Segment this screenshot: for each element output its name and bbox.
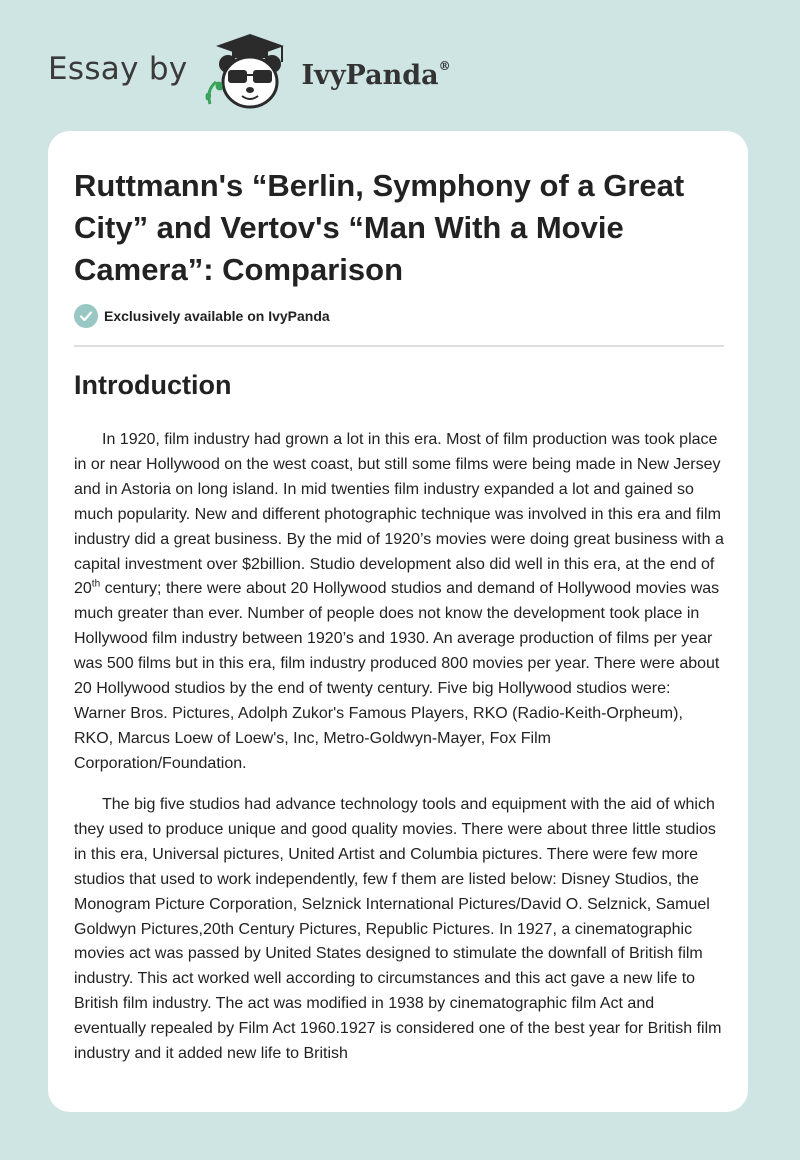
essay-title: Ruttmann's “Berlin, Symphony of a Great City” and Vertov's “Man With a Movie Camera”: Comparison <box>74 168 685 287</box>
ordinal-suffix: th <box>91 579 101 591</box>
section-heading: Introduction <box>74 370 232 400</box>
panda-logo-icon[interactable] <box>202 32 298 112</box>
brand-header <box>48 32 451 112</box>
exclusive-label: Exclusively available on IvyPanda <box>104 308 330 324</box>
exclusive-badge <box>74 304 330 328</box>
essay-card <box>48 131 748 1112</box>
paragraph-2: The big five studios had advance technology tools and equipment with the aid of which they used to produce unique and good quality movies. There were about three little studios in this era, Universal pictures, United Artist and Columbia pictures. There were few more studios that used to work independently, few f them are listed below: Disney Studios, the Monogram Picture Corporation, Selznick International Pictures/David O. Selznick, Samuel Goldwyn Pictures,20th Century Pictures, Republic Pictures. In 1927, a cinematographic movies act was passed by United States designed to stimulate the downfall of British film industry. This act worked well according to circumstances and this act gave a new life to British film industry. The act was modified in 1938 by cinematographic film Act and eventually repealed by Film Act 1960.1927 is considered one of the best year for British film industry and it added new life to British <box>74 796 722 1063</box>
brand-prefix: Essay by <box>48 51 188 87</box>
registered-mark: ® <box>438 59 451 73</box>
brand-name: IvyPanda® <box>301 59 451 91</box>
divider <box>74 345 724 347</box>
check-icon <box>74 304 98 328</box>
paragraph-1: In 1920, film industry had grown a lot in this era. Most of film production was took place in or near Hollywood on the west coast, but still some films were being made in New Jersey and in Astoria on long island. In mid twenties film industry expanded a lot and gained so much popularity. New and different photographic technique was involved in this era and film industry did a great business. By the mid of 1920’s movies were doing great business with a capital investment over $2billion. Studio development also did well in this era, at the end of 20th century; there were about 20 Hollywood studios and demand of Hollywood movies was much greater than ever. Number of people does not know the development took place in Hollywood film industry between 1920’s and 1930. An average production of films per year was 500 films but in this era, film industry produced 800 movies per year. There were about 20 Hollywood studios by the end of twenty century. Five big Hollywood studios were: Warner Bros. Pictures, Adolph Zukor's Famous Players, RKO (Radio-Keith-Orpheum), RKO, Marcus Loew of Loew's, Inc, Metro-Goldwyn-Mayer, Fox Film Corporation/Foundation. <box>74 431 724 772</box>
